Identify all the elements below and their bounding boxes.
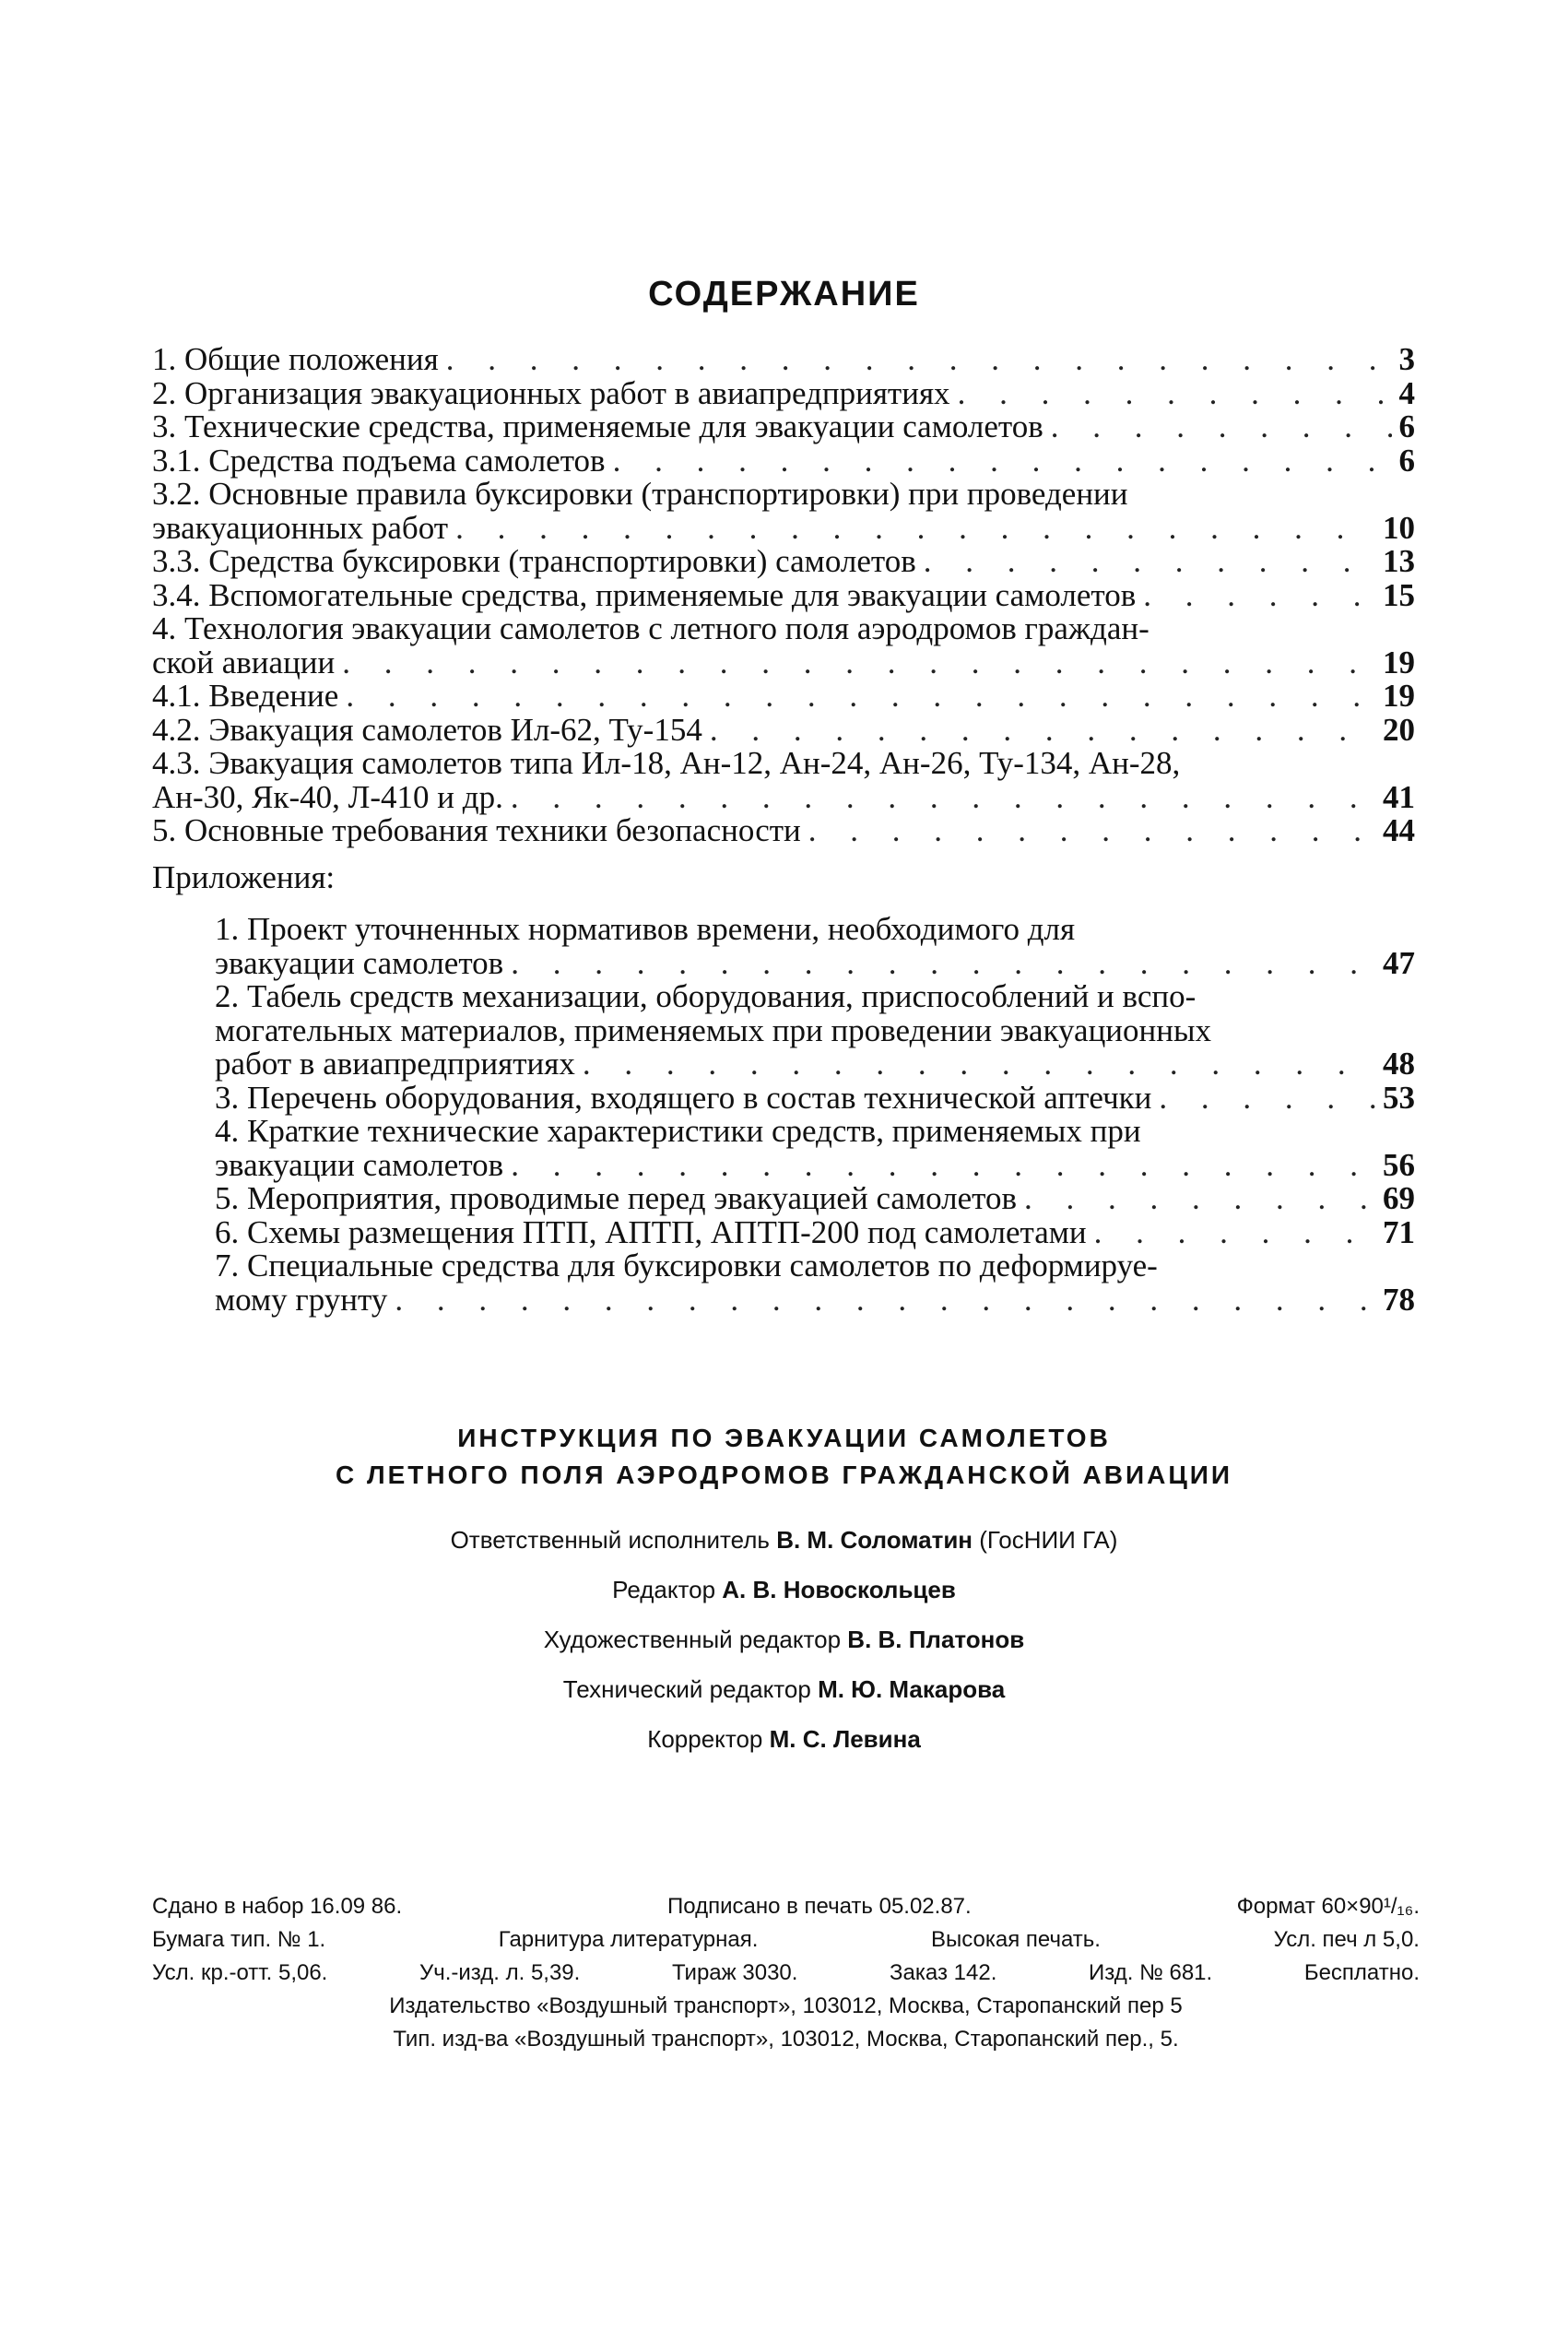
imprint-row [152,1923,1420,1957]
credit-role: Художественный редактор [543,1626,842,1653]
toc-page-number: 71 [1383,1213,1415,1250]
toc-page-number: 78 [1383,1281,1415,1318]
toc-title: СОДЕРЖАНИЕ [648,275,920,313]
credit-line [0,1626,1568,1652]
printer-line: Тип. изд-ва «Воздушный транспорт», 103012, Москва, Старопанский пер., 5. [393,2027,1179,2052]
dot-leader [808,814,1375,848]
toc-entry-text: 5. Основные требования техники безопасности [152,812,801,848]
toc-entry-text: ской авиации [152,644,336,680]
toc-entry-text: 3. Перечень оборудования, входящего в состав технической аптечки [215,1079,1152,1116]
dot-leader [710,714,1375,748]
toc-entry [152,478,1415,545]
imprint-field: Бесплатно. [1303,1960,1420,1985]
toc-entry [152,711,1415,748]
toc-entry-text: 1. Проект уточненных нормативов времени, необходимого для [215,911,1076,947]
toc-page-number: 19 [1383,678,1415,714]
toc-entry-text: 3.2. Основные правила буксировки (транспортировки) при проведении [152,476,1128,512]
toc-entry-text: 2. Организация эвакуационных работ в авиапредприятиях [152,374,950,411]
toc-entry-text: 3.4. Вспомогательные средства, применяемые для эвакуации самолетов [152,576,1137,613]
toc-page-number: 4 [1398,374,1415,411]
dot-leader [1143,579,1375,613]
credit-name: В. В. Платонов [847,1626,1025,1653]
toc-entry-text: 4.2. Эвакуация самолетов Ил-62, Ту-154 [152,711,702,748]
imprint-field: Тираж 3030. [671,1960,798,1985]
imprint-field: Бумага тип. № 1. [152,1927,326,1952]
credit-name: М. С. Левина [769,1725,921,1753]
toc-entry [152,545,1415,579]
imprint-field: Заказ 142. [890,1960,997,1985]
toc-entry [215,913,1415,980]
credit-line [0,1577,1568,1603]
toc-entry-text: эвакуации самолетов [215,944,504,981]
toc-page-number: 6 [1398,408,1415,444]
dot-leader [1051,410,1392,444]
toc-entry [152,680,1415,714]
toc-entry-text: эвакуационных работ [152,509,449,546]
credits [0,1527,1568,1752]
dot-leader [1094,1216,1375,1250]
toc-entry [215,1115,1415,1182]
credit-line [0,1527,1568,1553]
credit-role: Ответственный исполнитель [450,1526,770,1554]
dot-leader [1024,1182,1375,1216]
toc-entries [152,343,1415,848]
appendix-label: Приложения: [152,858,336,895]
credit-role: Корректор [647,1725,763,1753]
toc-entry-text: Ан-30, Як-40, Л-410 и др. [152,778,503,815]
imprint-field: Подписано в печать 05.02.87. [667,1894,972,1919]
toc-entry [152,343,1415,377]
toc-page-number: 69 [1383,1180,1415,1216]
imprint-field: Изд. № 681. [1089,1960,1213,1985]
toc-entry [215,1249,1415,1317]
book-title-line-2: С ЛЕТНОГО ПОЛЯ АЭРОДРОМОВ ГРАЖДАНСКОЙ АВИАЦИИ [335,1461,1233,1489]
imprint-field: Формат 60×90¹/₁₆. [1236,1894,1420,1919]
publisher-line: Издательство «Воздушный транспорт», 103012, Москва, Старопанский пер 5 [389,1993,1183,2018]
book-title-line-1: ИНСТРУКЦИЯ ПО ЭВАКУАЦИИ САМОЛЕТОВ [457,1424,1111,1452]
toc-page-number: 19 [1383,644,1415,680]
toc-entry [152,444,1415,479]
toc-page-number: 6 [1398,442,1415,479]
toc-entry-text: 6. Схемы размещения ПТП, АПТП, АПТП-200 под самолетами [215,1213,1087,1250]
credit-line [0,1676,1568,1702]
toc-entry-text: 1. Общие положения [152,341,439,377]
toc-entry-text: эвакуации самолетов [215,1146,504,1183]
toc-entry [152,410,1415,444]
dot-leader [511,1149,1375,1183]
dot-leader [511,781,1375,815]
dot-leader [613,444,1392,479]
dot-leader [342,646,1375,680]
toc-entry [152,747,1415,814]
imprint-field: Усл. кр.-отт. 5,06. [152,1960,328,1985]
toc-entry [215,980,1415,1082]
dot-leader [924,545,1375,579]
table-of-contents [152,343,1415,1317]
toc-entry-text: 4.3. Эвакуация самолетов типа Ил-18, Ан-12, Ан-24, Ан-26, Ту-134, Ан-28, [152,745,1181,781]
toc-page-number: 10 [1383,509,1415,546]
toc-entry-text: 4. Краткие технические характеристики средств, применяемых при [215,1113,1141,1149]
imprint-field: Сдано в набор 16.09 86. [152,1894,403,1919]
credit-name: А. В. Новоскольцев [722,1576,956,1603]
toc-entry-text: 3. Технические средства, применяемые для эвакуации самолетов [152,408,1043,444]
toc-entry-text: 3.1. Средства подъема самолетов [152,442,606,479]
toc-page-number: 3 [1398,341,1415,377]
imprint-field: Уч.-изд. л. 5,39. [419,1960,581,1985]
toc-page-number: 41 [1383,778,1415,815]
toc-entry-text: 4. Технология эвакуации самолетов с летного поля аэродромов граждан- [152,610,1149,646]
dot-leader [446,343,1392,377]
toc-entry-text: 4.1. Введение [152,678,339,714]
dot-leader [958,377,1392,411]
toc-appendices [215,913,1415,1317]
toc-entry [215,1213,1415,1250]
toc-page-number: 15 [1383,576,1415,613]
imprint-row [152,1890,1420,1923]
credit-role: Редактор [612,1576,716,1603]
toc-entry [215,1182,1415,1216]
credit-name: В. М. Соломатин [776,1526,973,1554]
imprint-field: Усл. печ л 5,0. [1273,1927,1420,1952]
toc-entry-text: могательных материалов, применяемых при проведении эвакуационных [215,1011,1212,1048]
toc-entry-text: 3.3. Средства буксировки (транспортировки) самолетов [152,543,916,579]
toc-entry-text: работ в авиапредприятиях [215,1046,575,1082]
credit-line [0,1726,1568,1752]
imprint-field: Высокая печать. [931,1927,1101,1952]
toc-entry-text: 2. Табель средств механизации, оборудования, приспособлений и вспо- [215,978,1197,1014]
toc-page-number: 56 [1383,1146,1415,1183]
toc-page-number: 48 [1383,1046,1415,1082]
dot-leader [455,512,1375,546]
toc-entry [152,612,1415,680]
credit-name: М. Ю. Макарова [818,1675,1006,1703]
toc-page-number: 44 [1383,812,1415,848]
imprint-field: Гарнитура литературная. [498,1927,759,1952]
credit-role: Технический редактор [562,1675,811,1703]
toc-entry [152,814,1415,848]
imprint-row [152,1957,1420,1990]
toc-entry [152,576,1415,613]
toc-page-number: 13 [1383,543,1415,579]
dot-leader [346,680,1375,714]
colophon [0,1420,1568,1752]
toc-page-number: 47 [1383,944,1415,981]
toc-entry-text: мому грунту [215,1281,388,1318]
toc-entry [152,374,1415,411]
toc-page-number: 20 [1383,711,1415,748]
dot-leader [511,947,1375,981]
toc-entry-text: 7. Специальные средства для буксировки самолетов по деформируе- [215,1248,1158,1283]
dot-leader [1159,1082,1375,1116]
toc-entry-text: 5. Мероприятия, проводимые перед эвакуацией самолетов [215,1180,1017,1216]
imprint [152,1890,1420,2056]
toc-entry [215,1079,1415,1116]
dot-leader [395,1283,1375,1318]
toc-page-number: 53 [1383,1079,1415,1116]
credit-affiliation: (ГосНИИ ГА) [979,1526,1118,1554]
dot-leader [583,1047,1375,1082]
